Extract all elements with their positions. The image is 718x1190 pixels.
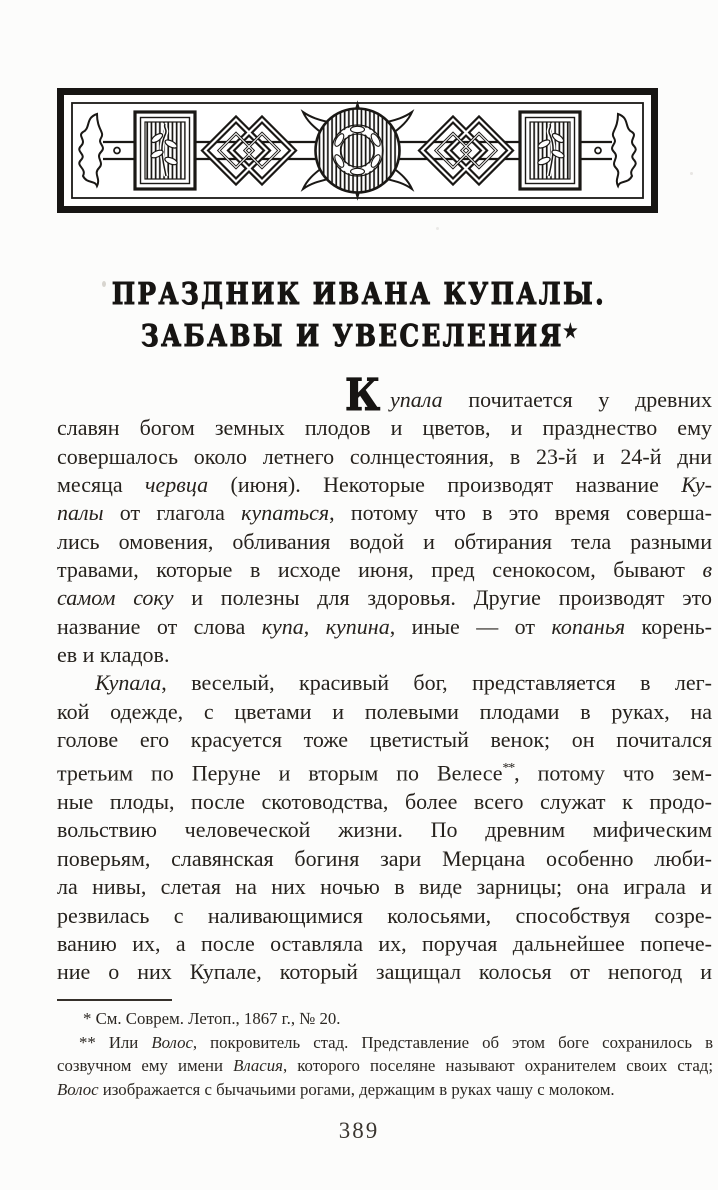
text-line: ние о них Купале, который защищал колосья от непогод и	[57, 959, 712, 985]
text-line: кой одежде, с цветами и полевыми плодами в руках, на	[57, 698, 712, 724]
text-line: совершалось около летнего солнцестояния, в 23-й и 24-й дни	[57, 443, 712, 469]
scan-speck	[690, 172, 693, 175]
scan-speck	[102, 281, 106, 287]
page-number: 389	[338, 1118, 380, 1143]
headpiece-engraving-icon	[57, 88, 658, 213]
text-line: палы от глагола купаться, потому что в это время соверша-	[57, 500, 713, 526]
ornament-headpiece	[57, 88, 658, 213]
text-line: травами, которые в исходе июня, пред сенокосом, бывают в	[57, 557, 712, 583]
text-line: ев и кладов.	[57, 642, 170, 668]
footnote-star-marker: ★	[563, 321, 578, 342]
text-line: Купала почитается у древних	[345, 370, 712, 421]
text-line: месяца червца (июня). Некоторые производят название Ку-	[57, 472, 713, 498]
text-line: * См. Соврем. Летоп., 1867 г., № 20.	[83, 1009, 341, 1028]
text-line: ла нивы, слетая на них ночью в виде зарницы; она играла и	[57, 874, 712, 900]
text-line: лись омовения, обливания водой и обтирания тела разными	[57, 528, 712, 554]
text-line: вольствию человеческой жизни. По древним мифическим	[57, 817, 712, 843]
text-line: поверьям, славянская богиня зари Мерцана особенно люби-	[57, 845, 712, 871]
text-line: славян богом земных плодов и цветов, и празднество ему	[57, 415, 712, 441]
text-line: резвилась с наливающимися колосьями, способствуя созре-	[57, 902, 712, 928]
scan-speck	[436, 227, 439, 230]
text-line: ванию их, а после оставляла их, поручая дальнейшее попече-	[57, 930, 712, 956]
text-line: Волос изображается с бычачьими рогами, держащим в руках чашу с молоком.	[57, 1079, 615, 1099]
chapter-title-line1: ПРАЗДНИК ИВАНА КУПАЛЫ.	[111, 277, 607, 312]
footnote-rule	[57, 999, 172, 1001]
text-line: ** Или Волос, покровитель стад. Представление об этом боге сохранилось в	[79, 1032, 713, 1052]
body-text	[57, 370, 713, 987]
chapter-title-line2: ЗАБАВЫ И УВЕСЕЛЕНИЯ★	[140, 319, 578, 354]
chapter-title	[65, 276, 654, 355]
text-line: самом соку и полезны для здоровья. Другие производят это	[57, 585, 712, 611]
text-line: созвучном ему имени Власия, которого поселяне называют охранителем своих стад;	[57, 1056, 713, 1076]
text-line: Купала, веселый, красивый бог, представляется в лег-	[95, 670, 712, 696]
text-line: третьим по Перуне и вторым по Велесе**, потому что зем-	[57, 760, 712, 786]
text-line: ные плоды, после скотоводства, более всего служат к продо-	[57, 789, 712, 815]
footnotes	[57, 1007, 713, 1101]
text-line: голове его красуется тоже цветистый венок; он почитался	[57, 727, 712, 753]
text-line: название от слова купа, купина, иные — от копанья корень-	[57, 613, 713, 639]
